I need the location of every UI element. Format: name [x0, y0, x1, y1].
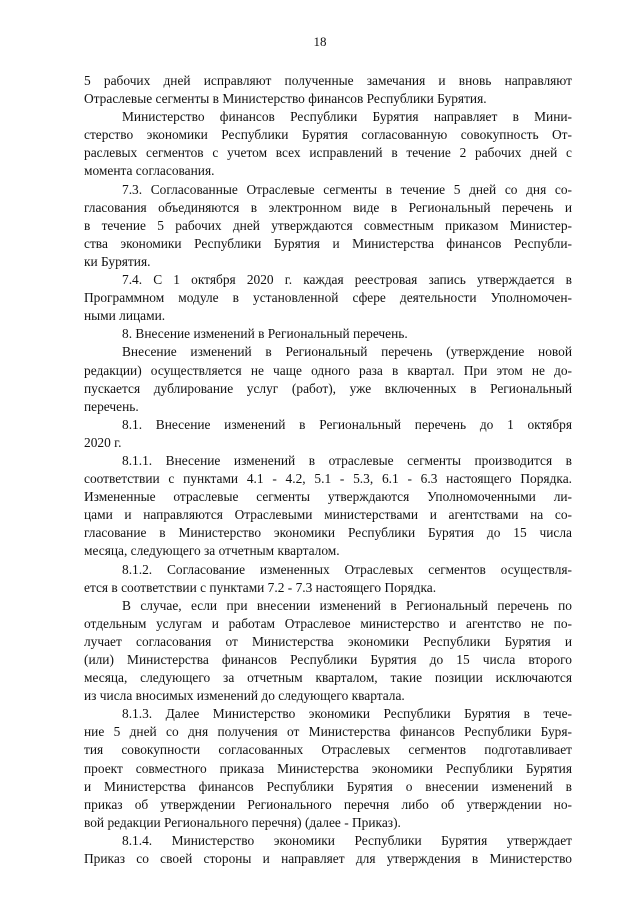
text-line: гласование в Министерство экономики Республики Бурятия до 15 числа — [84, 525, 572, 541]
text-line: ными лицами. — [84, 308, 166, 324]
text-line: ние 5 дней со дня получения от Министерства финансов Республики Буря- — [84, 724, 572, 740]
text-line: и Министерства финансов Республики Бурятия о внесении изменений в — [84, 778, 572, 794]
text-line: 7.3. Согласованные Отраслевые сегменты в течение 5 дней со дня со- — [122, 181, 572, 197]
text-line: лучает согласования от Министерства экономики Республики Бурятия и — [84, 633, 572, 649]
text-line: Приказ со своей стороны и направляет для утверждения в Министерство — [84, 851, 572, 867]
text-line: 8.1.1. Внесение изменений в отраслевые сегменты производится в — [122, 452, 572, 468]
text-line: 8. Внесение изменений в Региональный перечень. — [122, 326, 408, 342]
text-line: в течение 5 рабочих дней утверждаются совместным приказом Министер- — [84, 217, 572, 233]
text-line: Измененные отраслевые сегменты утверждаются Уполномоченными ли- — [84, 489, 572, 505]
text-line: редакции) осуществляется не чаще одного раза в квартал. При этом не до- — [84, 362, 572, 378]
text-line: стерство экономики Республики Бурятия согласованную совокупность От- — [84, 127, 572, 143]
text-line: из числа вносимых изменений до следующего квартала. — [84, 688, 405, 704]
text-line: ки Бурятия. — [84, 253, 151, 269]
text-line: 7.4. С 1 октября 2020 г. каждая реестровая запись утверждается в — [122, 272, 572, 288]
text-line: Отраслевые сегменты в Министерство финансов Республики Бурятия. — [84, 91, 487, 107]
page-number: 18 — [313, 34, 327, 49]
text-line: перечень. — [84, 398, 139, 414]
text-line: Внесение изменений в Региональный перечень (утверждение новой — [122, 344, 572, 360]
text-line: 2020 г. — [84, 434, 122, 450]
text-line: соответствии с пунктами 4.1 - 4.2, 5.1 - 5.3, 6.1 - 6.3 настоящего Порядка. — [84, 471, 572, 487]
text-line: проект совместного приказа Министерства экономики Республики Бурятия — [84, 760, 572, 776]
text-line: месяца, следующего за отчетным кварталом. — [84, 543, 340, 559]
text-line: 5 рабочих дней исправляют полученные замечания и вновь направляют — [84, 73, 572, 88]
text-line: раслевых сегментов с учетом всех исправлений в течение 2 рабочих дней с — [84, 145, 572, 161]
text-line: Программном модуле в установленной сфере деятельности Уполномочен- — [84, 290, 572, 306]
text-line: ства экономики Республики Бурятия и Министерства финансов Республи- — [84, 235, 572, 251]
document-body — [84, 72, 572, 868]
text-line: месяца, следующего за отчетным кварталом, такие позиции исключаются — [84, 670, 572, 686]
text-line: 8.1.4. Министерство экономики Республики Бурятия утверждает — [122, 832, 572, 848]
text-line: цами и направляются Отраслевыми министерствами и агентствами на со- — [84, 507, 572, 523]
text-line: момента согласования. — [84, 163, 215, 179]
text-line: В случае, если при внесении изменений в Региональный перечень по — [122, 597, 572, 613]
text-line: (или) Министерства финансов Республики Бурятия до 15 числа второго — [84, 652, 572, 667]
text-line: 8.1.3. Далее Министерство экономики Республики Бурятия в тече- — [122, 706, 572, 722]
text-line: отдельным услугам и работам Отраслевое министерство и агентство не по- — [84, 615, 572, 631]
text-line: Министерство финансов Республики Бурятия направляет в Мини- — [122, 109, 572, 125]
text-line: ется в соответствии с пунктами 7.2 - 7.3 настоящего Порядка. — [84, 579, 437, 595]
text-line: 8.1. Внесение изменений в Региональный перечень до 1 октября — [122, 416, 572, 432]
text-line: приказ об утверждении Регионального перечня либо об утверждении но- — [84, 796, 572, 812]
text-line: вой редакции Регионального перечня) (далее - Приказ). — [84, 814, 401, 830]
text-line: тия совокупности согласованных Отраслевых сегментов подготавливает — [84, 742, 572, 758]
text-line: гласования объединяются в электронном виде в Региональный перечень и — [84, 199, 572, 215]
text-line: пускается дублирование услуг (работ), уже включенных в Региональный — [84, 380, 572, 396]
text-line: 8.1.2. Согласование измененных Отраслевых сегментов осуществля- — [122, 561, 572, 577]
